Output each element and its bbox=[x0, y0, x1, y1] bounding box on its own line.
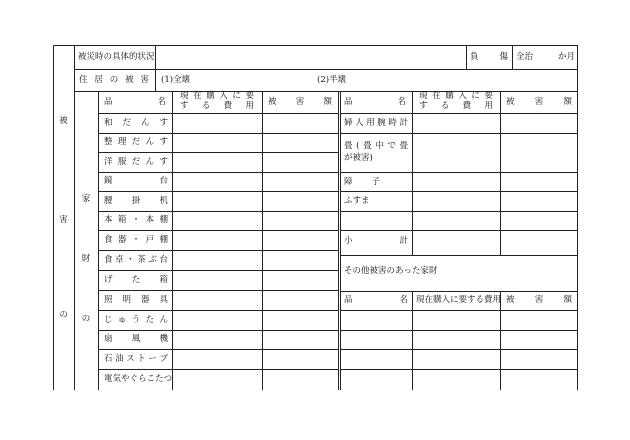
right-header-item bbox=[344, 97, 406, 108]
left-item-row bbox=[104, 196, 168, 207]
side-char-2: 害 bbox=[59, 215, 68, 225]
left-item-label: 腰 掛 机 bbox=[104, 196, 168, 206]
mid-char-2: 財 bbox=[81, 254, 91, 264]
left-item-label: 石 油 ス ト ー ブ bbox=[104, 354, 168, 364]
right-item-tatami-2: が被害) bbox=[344, 153, 373, 163]
left-item-label: 鏡 台 bbox=[104, 176, 168, 186]
left-item-row bbox=[104, 295, 168, 306]
side-label-household bbox=[74, 96, 98, 386]
left-item-label: 食 器 ・ 戸 棚 bbox=[104, 235, 168, 245]
right-item-fusuma: ふすま bbox=[344, 196, 370, 206]
left-header-cost-1-text: 現 在 購 入 に 要 bbox=[180, 91, 254, 101]
left-item-row bbox=[104, 215, 168, 226]
injury-label bbox=[470, 52, 508, 63]
left-item-row bbox=[104, 137, 168, 148]
left-item-label: じ ゅ う た ん bbox=[104, 315, 168, 325]
left-item-row bbox=[104, 157, 168, 168]
right-item-shoji bbox=[344, 177, 380, 188]
left-item-label: 洋 服 だ ん す bbox=[104, 157, 168, 167]
right-header-cost-2 bbox=[419, 101, 493, 112]
left-item-row bbox=[104, 374, 173, 385]
right-item-subtotal bbox=[344, 236, 408, 247]
left-header-damage bbox=[268, 97, 332, 108]
housing-damage-label bbox=[79, 75, 149, 86]
left-header-item bbox=[104, 97, 166, 108]
side-label-damage bbox=[53, 96, 74, 386]
injury-label-text: 負 傷 bbox=[470, 52, 508, 62]
left-item-label: 和 だ ん す bbox=[104, 118, 168, 128]
left-header-cost-2 bbox=[180, 101, 254, 112]
right-header2-item-text: 品 名 bbox=[344, 295, 408, 305]
left-header-cost-2-text: す る 費 用 bbox=[180, 101, 254, 111]
recovery-months-unit: か月 bbox=[558, 52, 576, 62]
recovery-prefix: 全治 bbox=[516, 52, 534, 62]
left-item-row bbox=[104, 176, 168, 187]
right-item-tatami-1 bbox=[344, 141, 408, 152]
left-item-label: 本 箱 ・ 本 棚 bbox=[104, 215, 168, 225]
left-item-row bbox=[104, 235, 168, 246]
right-header-item-text: 品 名 bbox=[344, 97, 406, 107]
right-item-other: その他被害のあった家財 bbox=[344, 266, 438, 276]
left-item-label: 照 明 器 具 bbox=[104, 295, 168, 305]
mid-char-3: の bbox=[81, 314, 91, 324]
left-item-label: 扇 風 機 bbox=[104, 334, 168, 344]
right-header2-damage bbox=[506, 295, 572, 306]
left-item-row bbox=[104, 275, 168, 286]
option-half-collapse[interactable]: (2)半壊 bbox=[317, 75, 347, 85]
left-item-label: 食 卓 ・ 茶 ぶ 台 bbox=[104, 255, 168, 265]
left-item-row bbox=[104, 354, 168, 365]
left-header-damage-text: 被 害 額 bbox=[268, 97, 332, 107]
right-header2-damage-text: 被 害 額 bbox=[506, 295, 572, 305]
right-header2-cost: 現在購入に要する費用 bbox=[416, 295, 502, 305]
housing-damage-label-text: 住 居 の 被 害 bbox=[79, 75, 149, 85]
side-char-1: 被 bbox=[59, 116, 68, 126]
right-item-shoji-text: 障 子 bbox=[344, 177, 380, 187]
left-item-label: げ た 箱 bbox=[104, 275, 168, 285]
right-item-watch bbox=[344, 118, 408, 129]
situation-label: 被災時の具体的状況 bbox=[78, 52, 155, 62]
left-header-item-text: 品 名 bbox=[104, 97, 166, 107]
mid-char-1: 家 bbox=[81, 194, 91, 204]
left-item-row bbox=[104, 334, 168, 345]
left-item-row bbox=[104, 255, 168, 266]
right-header-cost-1-text: 現 在 購 入 に 要 bbox=[419, 91, 493, 101]
right-item-subtotal-text: 小 計 bbox=[344, 236, 408, 246]
right-item-tatami-1-text: 畳 ( 畳 中 で 畳 bbox=[344, 141, 408, 151]
right-header-damage bbox=[506, 97, 572, 108]
left-item-row bbox=[104, 118, 168, 129]
right-header-damage-text: 被 害 額 bbox=[506, 97, 572, 107]
option-full-collapse[interactable]: (1)全壊 bbox=[161, 75, 191, 85]
right-item-watch-text: 婦 人 用 腕 時 計 bbox=[344, 118, 408, 128]
left-item-label: 整 理 だ ん す bbox=[104, 137, 168, 147]
situation-field[interactable] bbox=[156, 46, 465, 68]
left-item-label: 電 気 や ぐ ら こ た つ bbox=[104, 374, 173, 384]
right-header2-item bbox=[344, 295, 408, 306]
right-header-cost-2-text: す る 費 用 bbox=[419, 101, 493, 111]
side-char-3: の bbox=[59, 310, 68, 320]
left-item-row bbox=[104, 315, 168, 326]
recovery-months-field[interactable] bbox=[537, 47, 557, 67]
